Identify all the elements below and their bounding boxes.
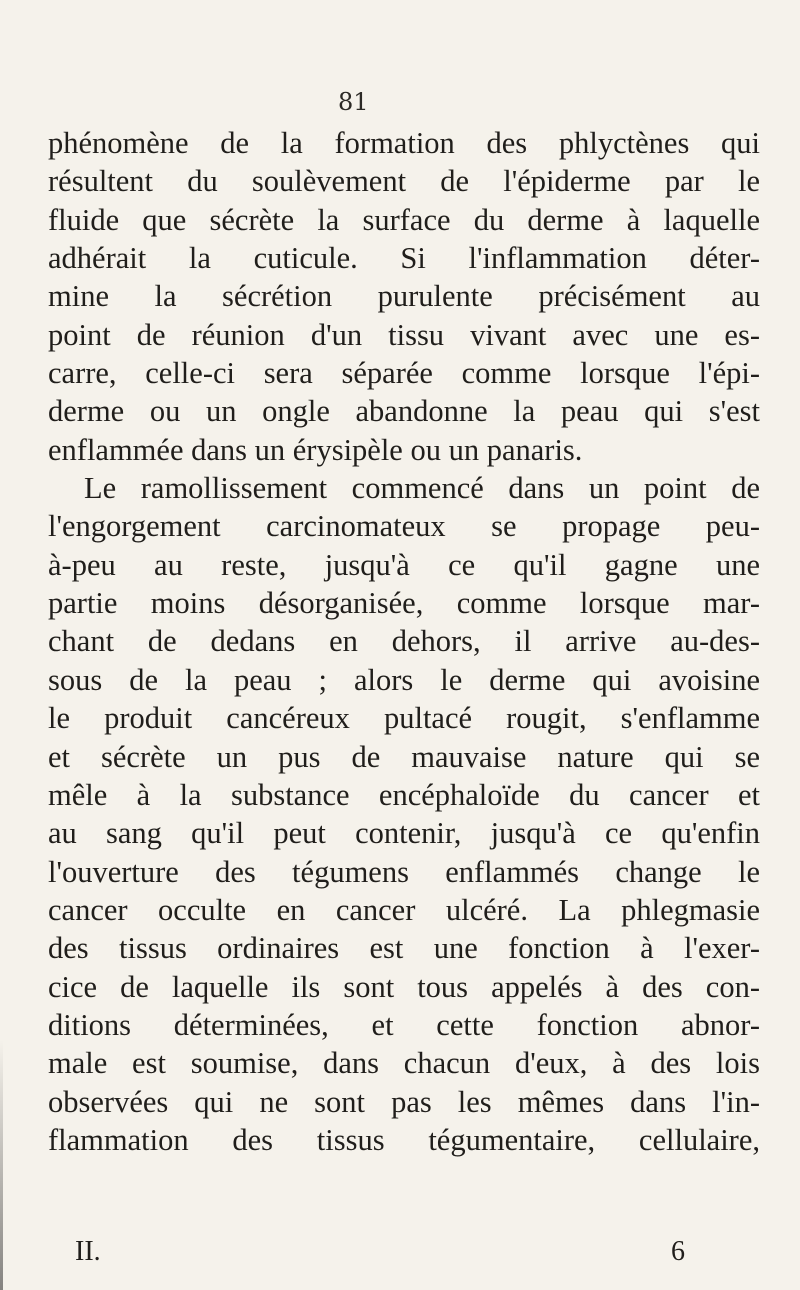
binding-edge-shadow xyxy=(0,1040,3,1290)
text-line-23: cice de laquelle ils sont tous appelés à des con- xyxy=(48,969,760,1004)
text-line-13: partie moins désorganisée, comme lorsque mar- xyxy=(48,586,760,621)
text-line-6: point de réunion d'un tissu vivant avec une es- xyxy=(48,317,760,352)
text-line-24: ditions déterminées, et cette fonction abnor- xyxy=(48,1007,760,1042)
text-line-9: enflammée dans un érysipèle ou un panaris. xyxy=(48,432,583,467)
text-line-19: au sang qu'il peut contenir, jusqu'à ce qu'enfin xyxy=(48,816,760,851)
body-text xyxy=(48,124,760,1159)
text-line-7: carre, celle-ci sera séparée comme lorsque l'épi- xyxy=(48,356,760,391)
text-line-18: mêle à la substance encéphaloïde du cancer et xyxy=(48,777,760,812)
volume-signature: II. xyxy=(75,1236,101,1267)
text-line-17: et sécrète un pus de mauvaise nature qui se xyxy=(48,739,760,774)
text-line-11: l'engorgement carcinomateux se propage peu- xyxy=(48,509,760,544)
text-line-12: à-peu au reste, jusqu'à ce qu'il gagne une xyxy=(48,547,760,582)
text-line-5: mine la sécrétion purulente précisément au xyxy=(48,279,760,314)
text-line-10: Le ramollissement commencé dans un point de xyxy=(84,471,760,506)
text-line-25: male est soumise, dans chacun d'eux, à des lois xyxy=(48,1046,760,1081)
text-line-22: des tissus ordinaires est une fonction à l'exer- xyxy=(48,931,760,966)
text-line-27: flammation des tissus tégumentaire, cellulaire, xyxy=(48,1122,760,1157)
text-line-4: adhérait la cuticule. Si l'inflammation déter- xyxy=(48,241,760,276)
text-line-21: cancer occulte en cancer ulcéré. La phlegmasie xyxy=(48,892,760,927)
text-line-16: le produit cancéreux pultacé rougit, s'enflamme xyxy=(48,701,760,736)
text-line-15: sous de la peau ; alors le derme qui avoisine xyxy=(48,662,760,697)
page-number: 81 xyxy=(338,88,369,116)
text-line-26: observées qui ne sont pas les mêmes dans l'in- xyxy=(48,1084,760,1119)
text-line-8: derme ou un ongle abandonne la peau qui s'est xyxy=(48,394,760,429)
gathering-signature: 6 xyxy=(671,1236,685,1267)
text-line-3: fluide que sécrète la surface du derme à laquelle xyxy=(48,202,760,237)
text-line-14: chant de dedans en dehors, il arrive au-des- xyxy=(48,624,760,659)
text-line-1: phénomène de la formation des phlyctènes qui xyxy=(48,126,760,160)
text-line-2: résultent du soulèvement de l'épiderme par le xyxy=(48,164,760,199)
text-line-20: l'ouverture des tégumens enflammés change le xyxy=(48,854,760,889)
